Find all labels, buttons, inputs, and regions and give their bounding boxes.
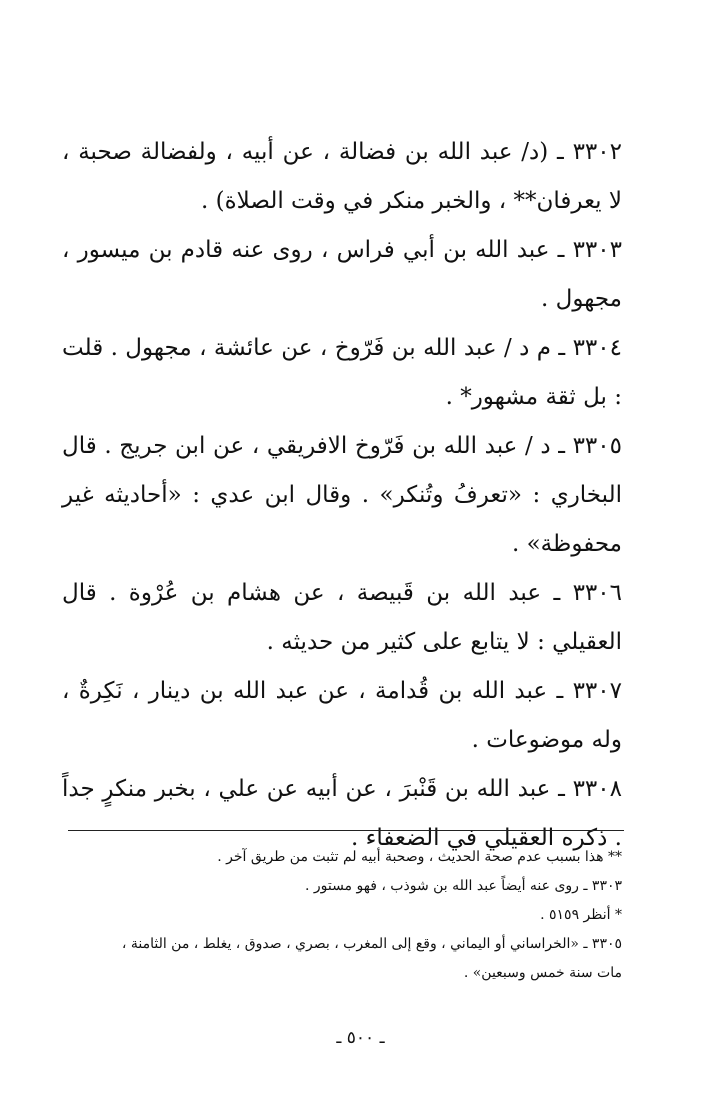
footnotes (120, 843, 622, 988)
entry-3304: ٣٣٠٤ ـ م د / عبد الله بن فَرّوخ ، عن عائشة ، مجهول . قلت : بل ثقة مشهور* . (62, 335, 622, 410)
footnote-3305: ٣٣٠٥ ـ «الخراساني أو اليماني ، وقع إلى المغرب ، بصري ، صدوق ، يغلط ، من الثامنة ، مات سنة خمس وسبعين» . (121, 936, 622, 981)
page-number: ـ ٥٠٠ ـ (336, 1028, 385, 1048)
footnote-3303: ٣٣٠٣ ـ روى عنه أيضاً عبد الله بن شوذب ، فهو مستور . (304, 878, 622, 894)
main-text (62, 128, 622, 863)
entry-3306: ٣٣٠٦ ـ عبد الله بن قَبيصة ، عن هشام بن عُرْوة . قال العقيلي : لا يتابع على كثير من حديثه . (62, 580, 622, 655)
entry-3305: ٣٣٠٥ ـ د / عبد الله بن فَرّوخ الافريقي ، عن ابن جريج . قال البخاري : «تعرفُ وتُنكر» . وقال ابن عدي : «أحاديثه غير محفوظة» . (62, 433, 622, 557)
entry-3302: ٣٣٠٢ ـ (د/ عبد الله بن فضالة ، عن أبيه ، ولفضالة صحبة ، لا يعرفان** ، والخبر منكر في وقت الصلاة) . (62, 139, 622, 214)
entry-3307: ٣٣٠٧ ـ عبد الله بن قُدامة ، عن عبد الله بن دينار ، نَكِرةٌ ، وله موضوعات . (62, 678, 622, 753)
footnote-divider (68, 830, 624, 831)
entry-3308: ٣٣٠٨ ـ عبد الله بن قَنْبرَ ، عن أبيه عن علي ، بخبر منكرٍ جداً . ذكره العقيلي في الضعفاء . (62, 776, 622, 851)
footnote-double-asterisk: ** هذا بسبب عدم صحة الحديث ، وصحبة أبيه لم تثبت من طريق آخر . (217, 849, 622, 865)
footnote-asterisk: * أنظر ٥١٥٩ . (540, 907, 622, 923)
entry-3303: ٣٣٠٣ ـ عبد الله بن أبي فراس ، روى عنه قادم بن ميسور ، مجهول . (62, 237, 622, 312)
